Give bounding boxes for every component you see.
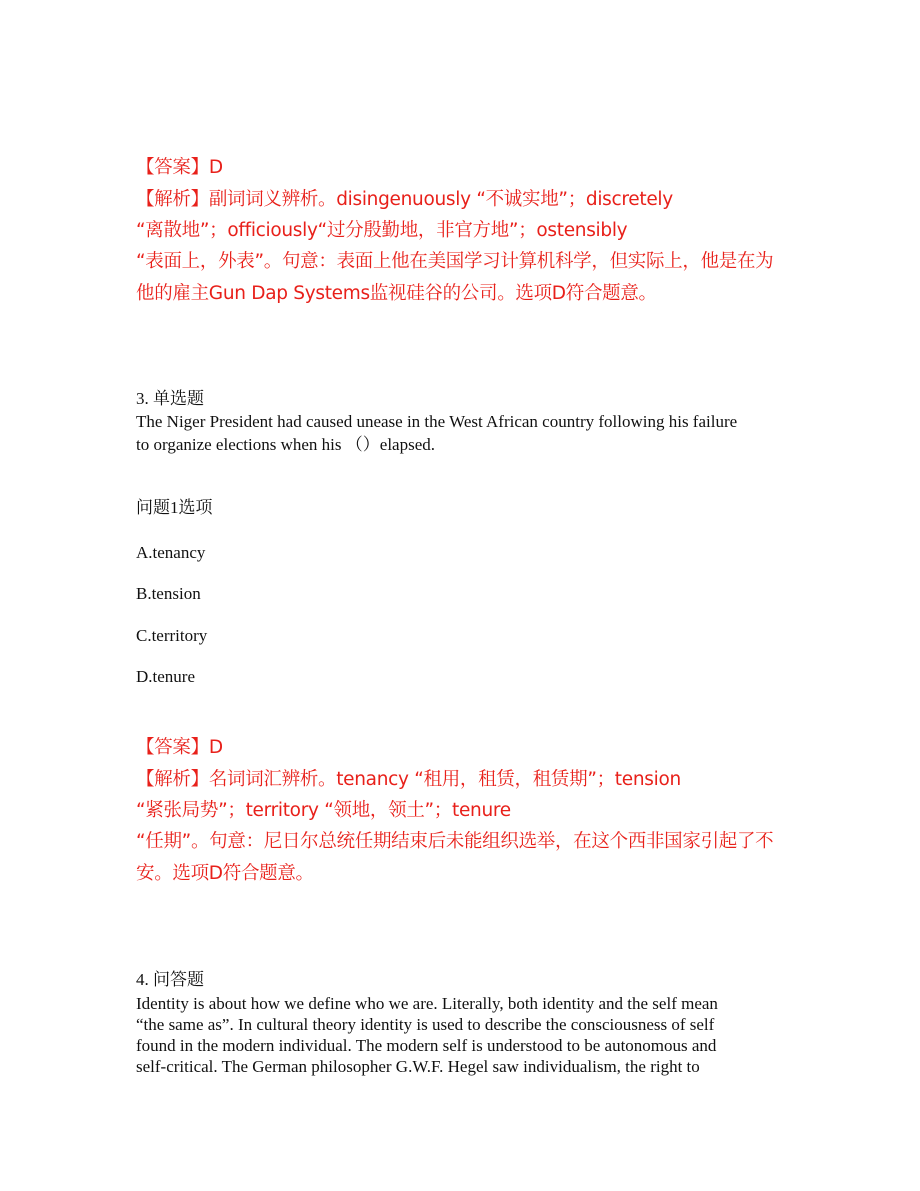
passage-line-2: “the same as”. In cultural theory identity is used to describe the consciousness of self — [136, 1015, 715, 1034]
explanation-text: 名词词汇辨析。tenancy “租用，租赁，租赁期”；tension — [208, 769, 681, 790]
answer-value: D — [208, 157, 223, 178]
passage-line-4: self-critical. The German philosopher G.W.F. Hegel saw individualism, the right to — [136, 1057, 700, 1076]
option-b: B.tension — [136, 584, 201, 603]
explanation-label: 【解析】 — [136, 769, 209, 790]
question-number-type: 3. 单选题 — [136, 389, 204, 408]
explanation-line-4: 安。选项D符合题意。 — [136, 863, 314, 884]
answer-label: 【答案】 — [136, 157, 209, 178]
option-a: A.tenancy — [136, 543, 206, 562]
options-heading: 问题1选项 — [136, 498, 213, 517]
explanation-line-4: 他的雇主Gun Dap Systems监视硅谷的公司。选项D符合题意。 — [136, 283, 657, 304]
explanation-text: 副词词义辨析。disingenuously “不诚实地”；discretely — [208, 189, 673, 210]
answer-value: D — [208, 737, 223, 758]
explanation-line-1 — [136, 765, 681, 791]
answer-label: 【答案】 — [136, 737, 209, 758]
passage-line-1: Identity is about how we define who we are. Literally, both identity and the self mean — [136, 994, 718, 1013]
explanation-line-2: “离散地”；officiously“过分殷勤地，非官方地”；ostensibly — [136, 220, 628, 241]
question-stem-line-1: The Niger President had caused unease in the West African country following his failure — [136, 412, 738, 431]
explanation-line-3: “任期”。句意：尼日尔总统任期结束后未能组织选举，在这个西非国家引起了不 — [136, 831, 774, 852]
explanation-line-3: “表面上，外表”。句意：表面上他在美国学习计算机科学，但实际上，他是在为 — [136, 251, 774, 272]
explanation-line-1 — [136, 185, 673, 211]
question-stem-line-2: to organize elections when his （）elapsed. — [136, 435, 435, 454]
explanation-label: 【解析】 — [136, 189, 209, 210]
answer-line — [136, 733, 223, 759]
question-number-type: 4. 问答题 — [136, 970, 204, 989]
option-c: C.territory — [136, 626, 208, 645]
passage-line-3: found in the modern individual. The modern self is understood to be autonomous and — [136, 1036, 717, 1055]
option-d: D.tenure — [136, 667, 196, 686]
answer-line — [136, 153, 223, 179]
explanation-line-2: “紧张局势”；territory “领地，领土”；tenure — [136, 800, 511, 821]
